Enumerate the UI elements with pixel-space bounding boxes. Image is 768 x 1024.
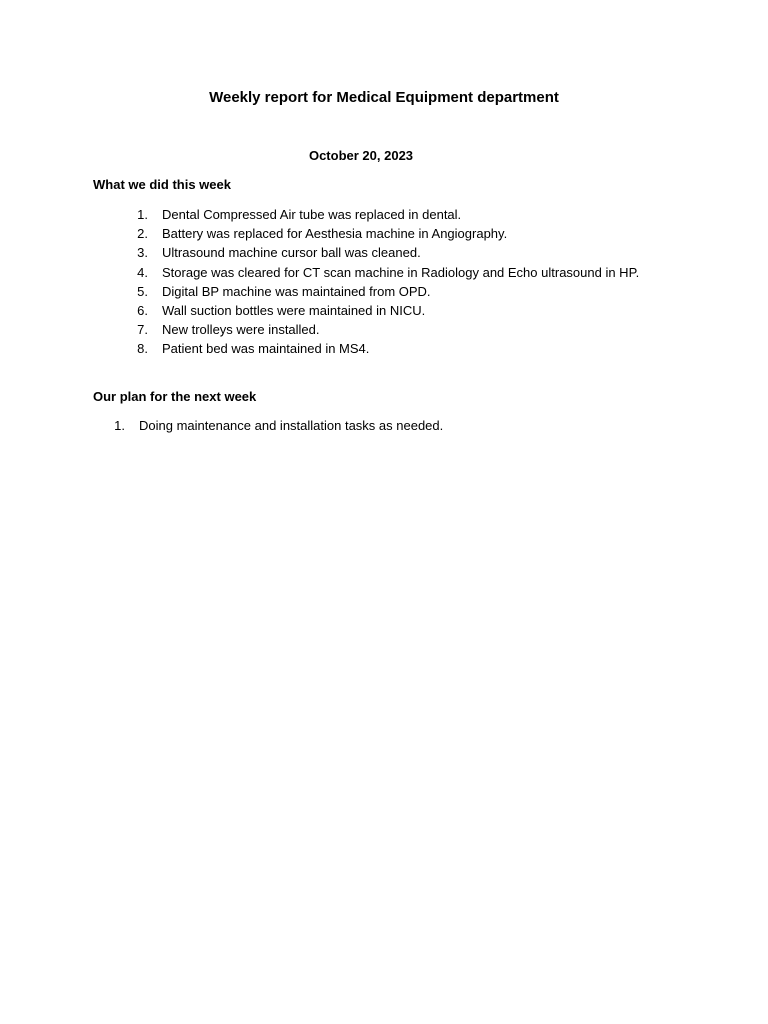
list-item-text: Wall suction bottles were maintained in NICU. [162,303,426,319]
section-heading-done: What we did this week [93,177,231,192]
report-date: October 20, 2023 [308,148,414,163]
list-item-text: New trolleys were installed. [162,322,320,338]
list-item [126,243,639,262]
list-item-number: 3. [137,245,148,261]
document-title: Weekly report for Medical Equipment department [209,89,559,106]
list-item-number: 6. [137,303,148,319]
plan-list [103,416,443,435]
done-list [126,205,639,359]
list-item-number: 1. [137,207,148,222]
list-item-text: Ultrasound machine cursor ball was cleaned. [162,245,421,261]
list-item [126,205,639,224]
list-item [126,301,639,320]
list-item-number: 8. [137,341,148,357]
list-item-number: 1. [114,418,125,433]
list-item-number: 2. [137,226,148,242]
list-item-text: Storage was cleared for CT scan machine in Radiology and Echo ultrasound in HP. [162,264,640,280]
list-item [126,282,639,301]
list-item-number: 5. [137,283,148,299]
list-item [103,416,443,435]
list-item [126,339,639,358]
list-item [126,263,639,282]
list-item [126,320,639,339]
list-item-text: Patient bed was maintained in MS4. [162,341,370,357]
list-item [126,224,639,243]
list-item-number: 7. [137,322,148,338]
list-item-text: Digital BP machine was maintained from OPD. [162,283,431,299]
list-item-text: Battery was replaced for Aesthesia machine in Angiography. [162,226,508,242]
list-item-text: Doing maintenance and installation tasks as needed. [139,418,444,433]
section-heading-plan: Our plan for the next week [93,389,257,404]
list-item-number: 4. [137,264,148,280]
list-item-text: Dental Compressed Air tube was replaced in dental. [162,207,462,222]
